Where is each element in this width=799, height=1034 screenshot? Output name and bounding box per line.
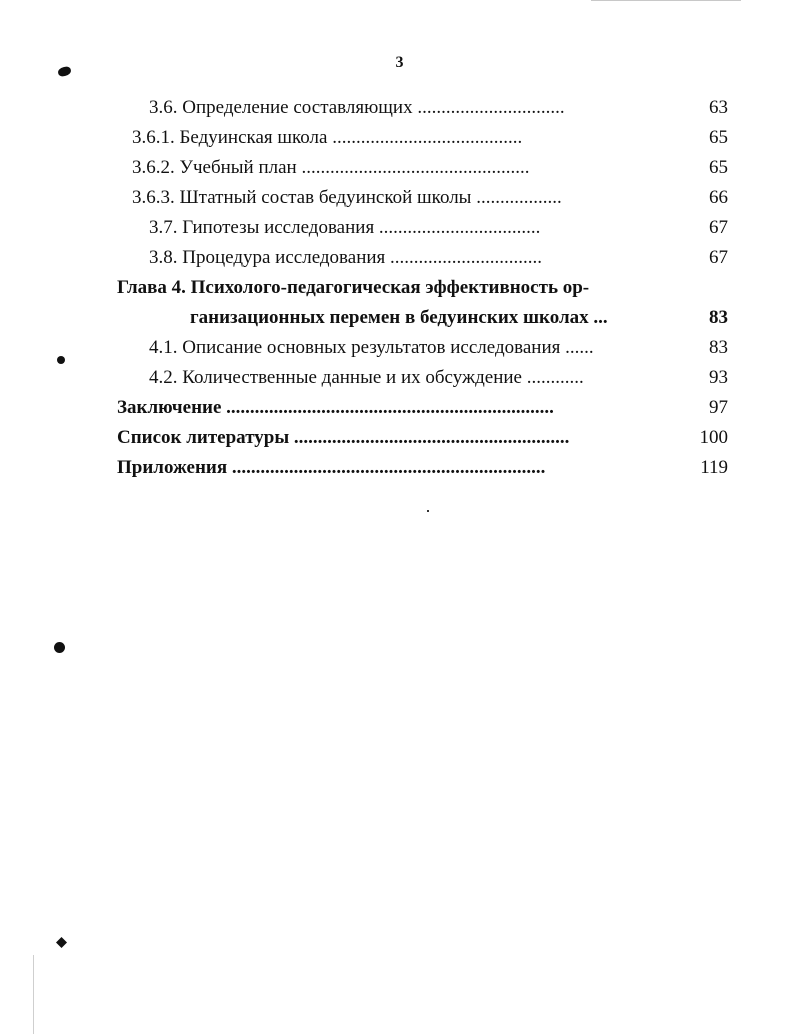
toc-entry-page: 67 xyxy=(709,247,728,268)
toc-entry-title: ганизационных перемен в бедуинских школах ... xyxy=(190,307,608,328)
toc-entry-page: 83 xyxy=(709,337,728,358)
toc-entry-chapter-4-line-2 xyxy=(190,303,728,333)
toc-entry-page: 83 xyxy=(709,307,728,328)
toc-entry-title: Глава 4. Психолого-педагогическая эффективность ор- xyxy=(117,277,590,298)
toc-entry-title: 3.6.3. Штатный состав бедуинской школы .................. xyxy=(132,187,562,208)
toc-entry-title: 3.8. Процедура исследования ................................ xyxy=(149,247,543,268)
toc-entry-page: 63 xyxy=(709,97,728,118)
toc-entry-title: 4.2. Количественные данные и их обсуждение ............ xyxy=(149,367,584,388)
top-edge-line xyxy=(591,0,741,1)
binding-hole-mark xyxy=(56,937,67,948)
toc-entry-3-6-1 xyxy=(132,123,728,153)
binding-hole-mark xyxy=(54,642,65,653)
toc-entry-page: 97 xyxy=(709,397,728,418)
toc-entry-page: 65 xyxy=(709,157,728,178)
scan-edge-line xyxy=(33,955,34,1034)
toc-entry-page: 93 xyxy=(709,367,728,388)
page-number: 3 xyxy=(395,54,404,71)
scan-speck xyxy=(427,510,429,512)
toc-entry-chapter-4-line-1 xyxy=(117,273,663,303)
toc-entry-page: 100 xyxy=(699,427,728,448)
toc-entry-page: 65 xyxy=(709,127,728,148)
toc-entry-4-2 xyxy=(149,363,728,393)
toc-entry-title: 3.6.1. Бедуинская школа ........................................ xyxy=(132,127,523,148)
toc-entry-appendices xyxy=(117,453,728,483)
toc-entry-title: 3.7. Гипотезы исследования .................................. xyxy=(149,217,541,238)
toc-entry-title: 3.6.2. Учебный план ................................................ xyxy=(132,157,530,178)
toc-entry-3-6 xyxy=(149,93,728,123)
toc-entry-title: 3.6. Определение составляющих ............................... xyxy=(149,97,565,118)
toc-entry-3-8 xyxy=(149,243,728,273)
toc-entry-page: 66 xyxy=(709,187,728,208)
toc-entry-3-7 xyxy=(149,213,728,243)
toc-entry-conclusion xyxy=(117,393,728,423)
toc-entry-3-6-3 xyxy=(132,183,728,213)
binding-hole-mark xyxy=(57,356,65,364)
toc-entry-3-6-2 xyxy=(132,153,728,183)
toc-entry-page: 67 xyxy=(709,217,728,238)
toc-entry-page: 119 xyxy=(700,457,728,478)
toc-entry-title: Заключение ..................................................................... xyxy=(117,397,554,418)
binding-hole-mark xyxy=(57,66,72,78)
toc-entry-title: Приложения .................................................................. xyxy=(117,457,546,478)
toc-entry-title: Список литературы .......................................................... xyxy=(117,427,570,448)
toc-entry-title: 4.1. Описание основных результатов исследования ...... xyxy=(149,337,594,358)
toc-entry-4-1 xyxy=(149,333,728,363)
toc-entry-bibliography xyxy=(117,423,728,453)
